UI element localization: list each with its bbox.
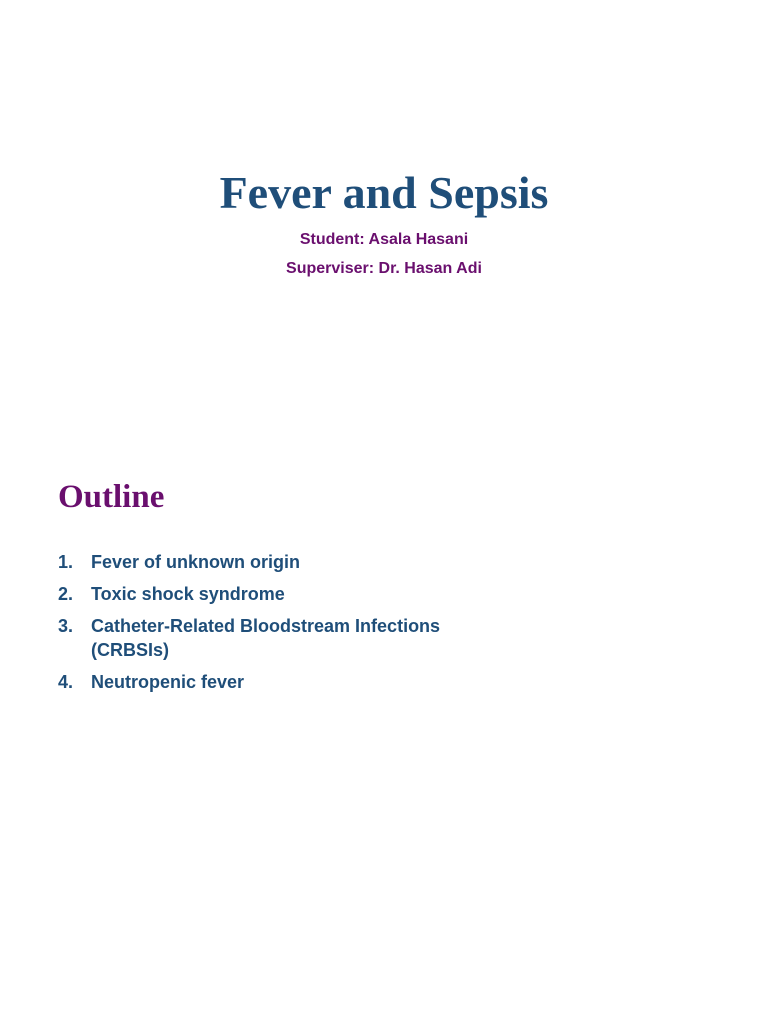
outline-item-text: Neutropenic fever xyxy=(91,672,245,692)
supervisor-name: Superviser: Dr. Hasan Adi xyxy=(286,260,482,277)
outline-item-number: 1. xyxy=(58,552,74,572)
outline-item-3 xyxy=(58,614,498,662)
outline-item-number: 2. xyxy=(58,584,74,604)
student-name: Student: Asala Hasani xyxy=(299,231,469,248)
outline-item-number: 4. xyxy=(58,672,74,692)
outline-item-2 xyxy=(58,582,498,606)
outline-item-text: Fever of unknown origin xyxy=(91,552,301,572)
outline-item-1 xyxy=(58,550,498,574)
outline-item-4 xyxy=(58,670,498,694)
outline-list xyxy=(58,550,498,702)
outline-item-text: Catheter-Related Bloodstream Infections (CRBSIs) xyxy=(91,616,441,660)
outline-item-number: 3. xyxy=(58,616,74,636)
page-title: Fever and Sepsis xyxy=(219,167,549,218)
outline-item-text: Toxic shock syndrome xyxy=(91,584,285,604)
outline-heading: Outline xyxy=(58,479,165,515)
